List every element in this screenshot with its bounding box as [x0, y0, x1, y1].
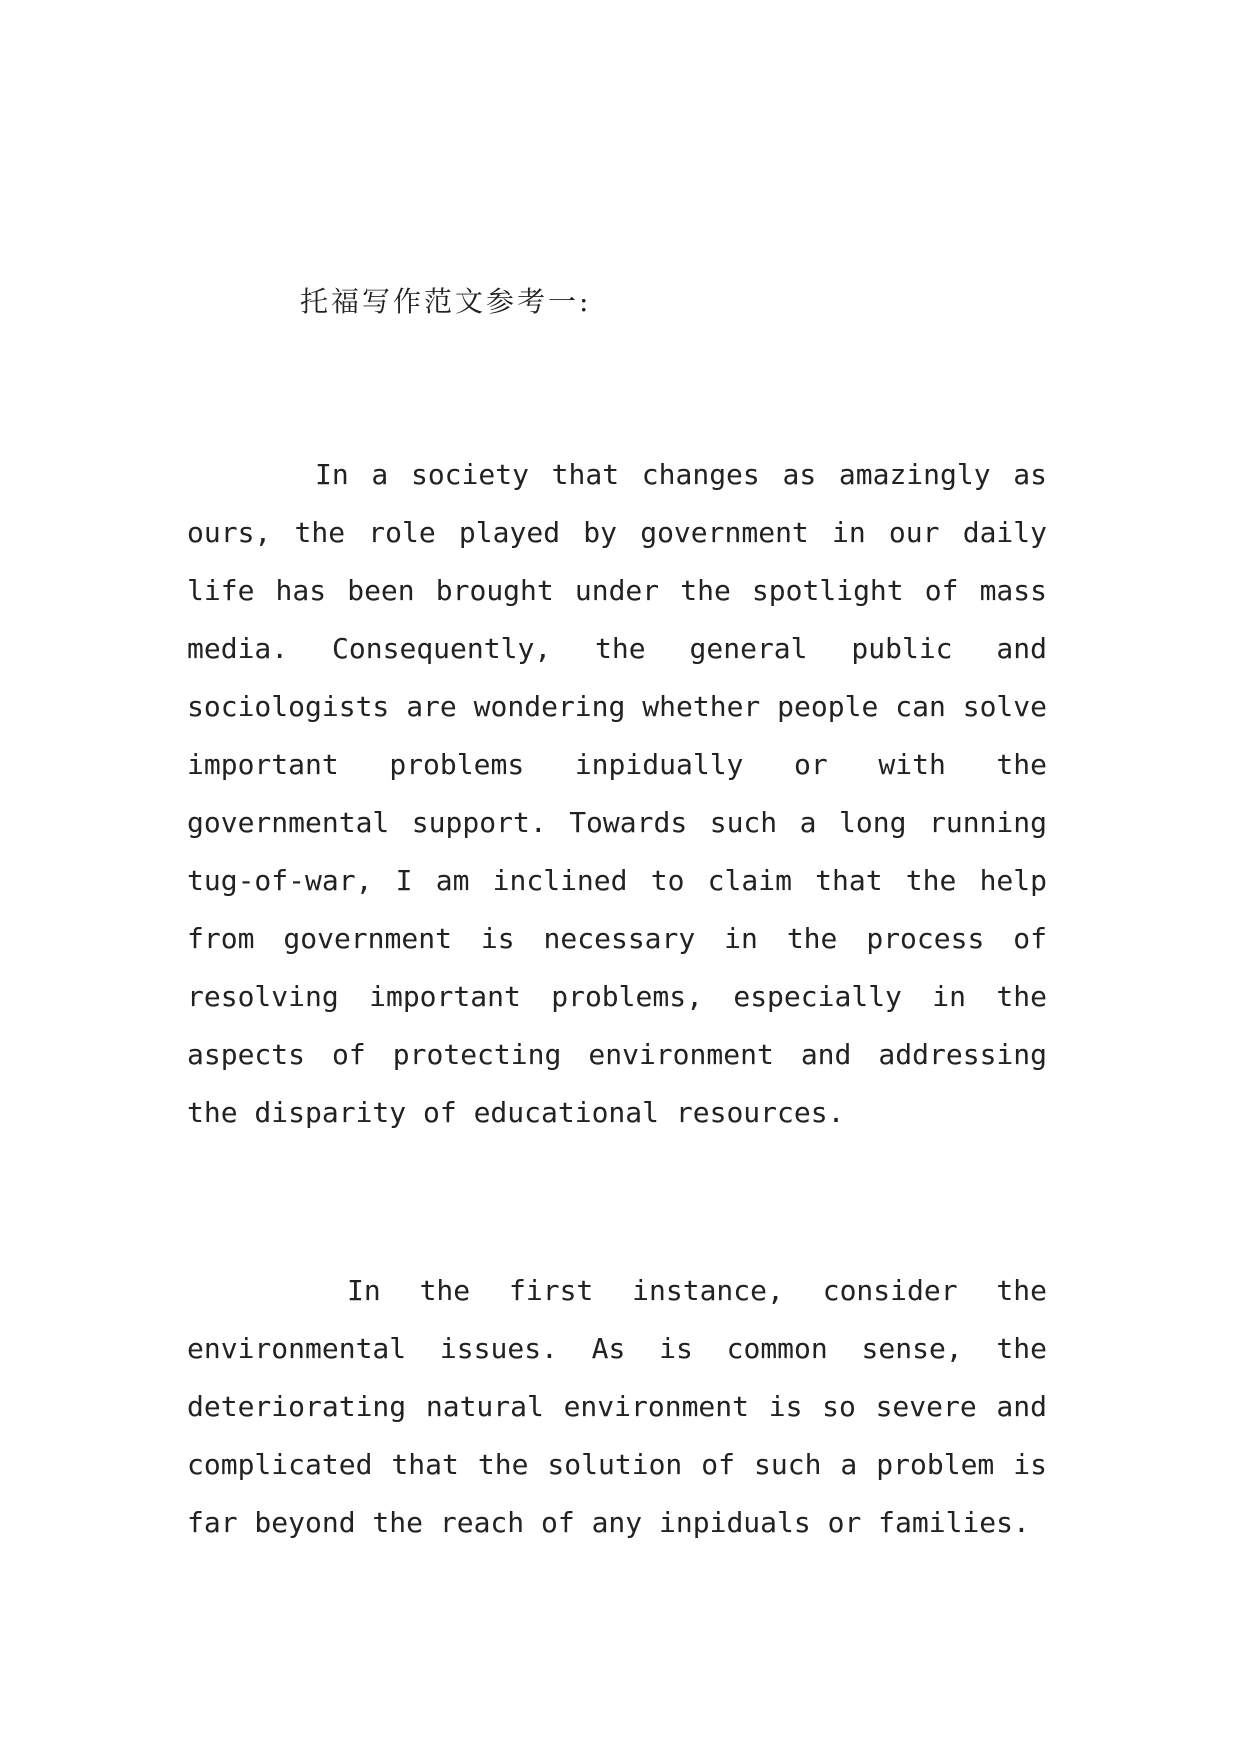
body-paragraph-1: In a society that changes as amazingly as ours, the role played by government in our daily life has been brought under the spotlight of mass media. Consequently, the general public and sociologists are wondering whether people can solve important problems inpidually or with the governmental support. Towards such a long running tug-of-war, I am inclined to claim that the help from government is necessary in the process of resolving important problems, especially in the aspects of protecting environment and addressing the disparity of educational resources. [187, 458, 1047, 1129]
body-paragraph-2: In the first instance, consider the environmental issues. As is common sense, the deteriorating natural environment is so severe and complicated that the solution of such a problem is far beyond the reach of any inpiduals or families. [187, 1274, 1047, 1539]
document-heading: 托福写作范文参考一: [300, 285, 592, 318]
